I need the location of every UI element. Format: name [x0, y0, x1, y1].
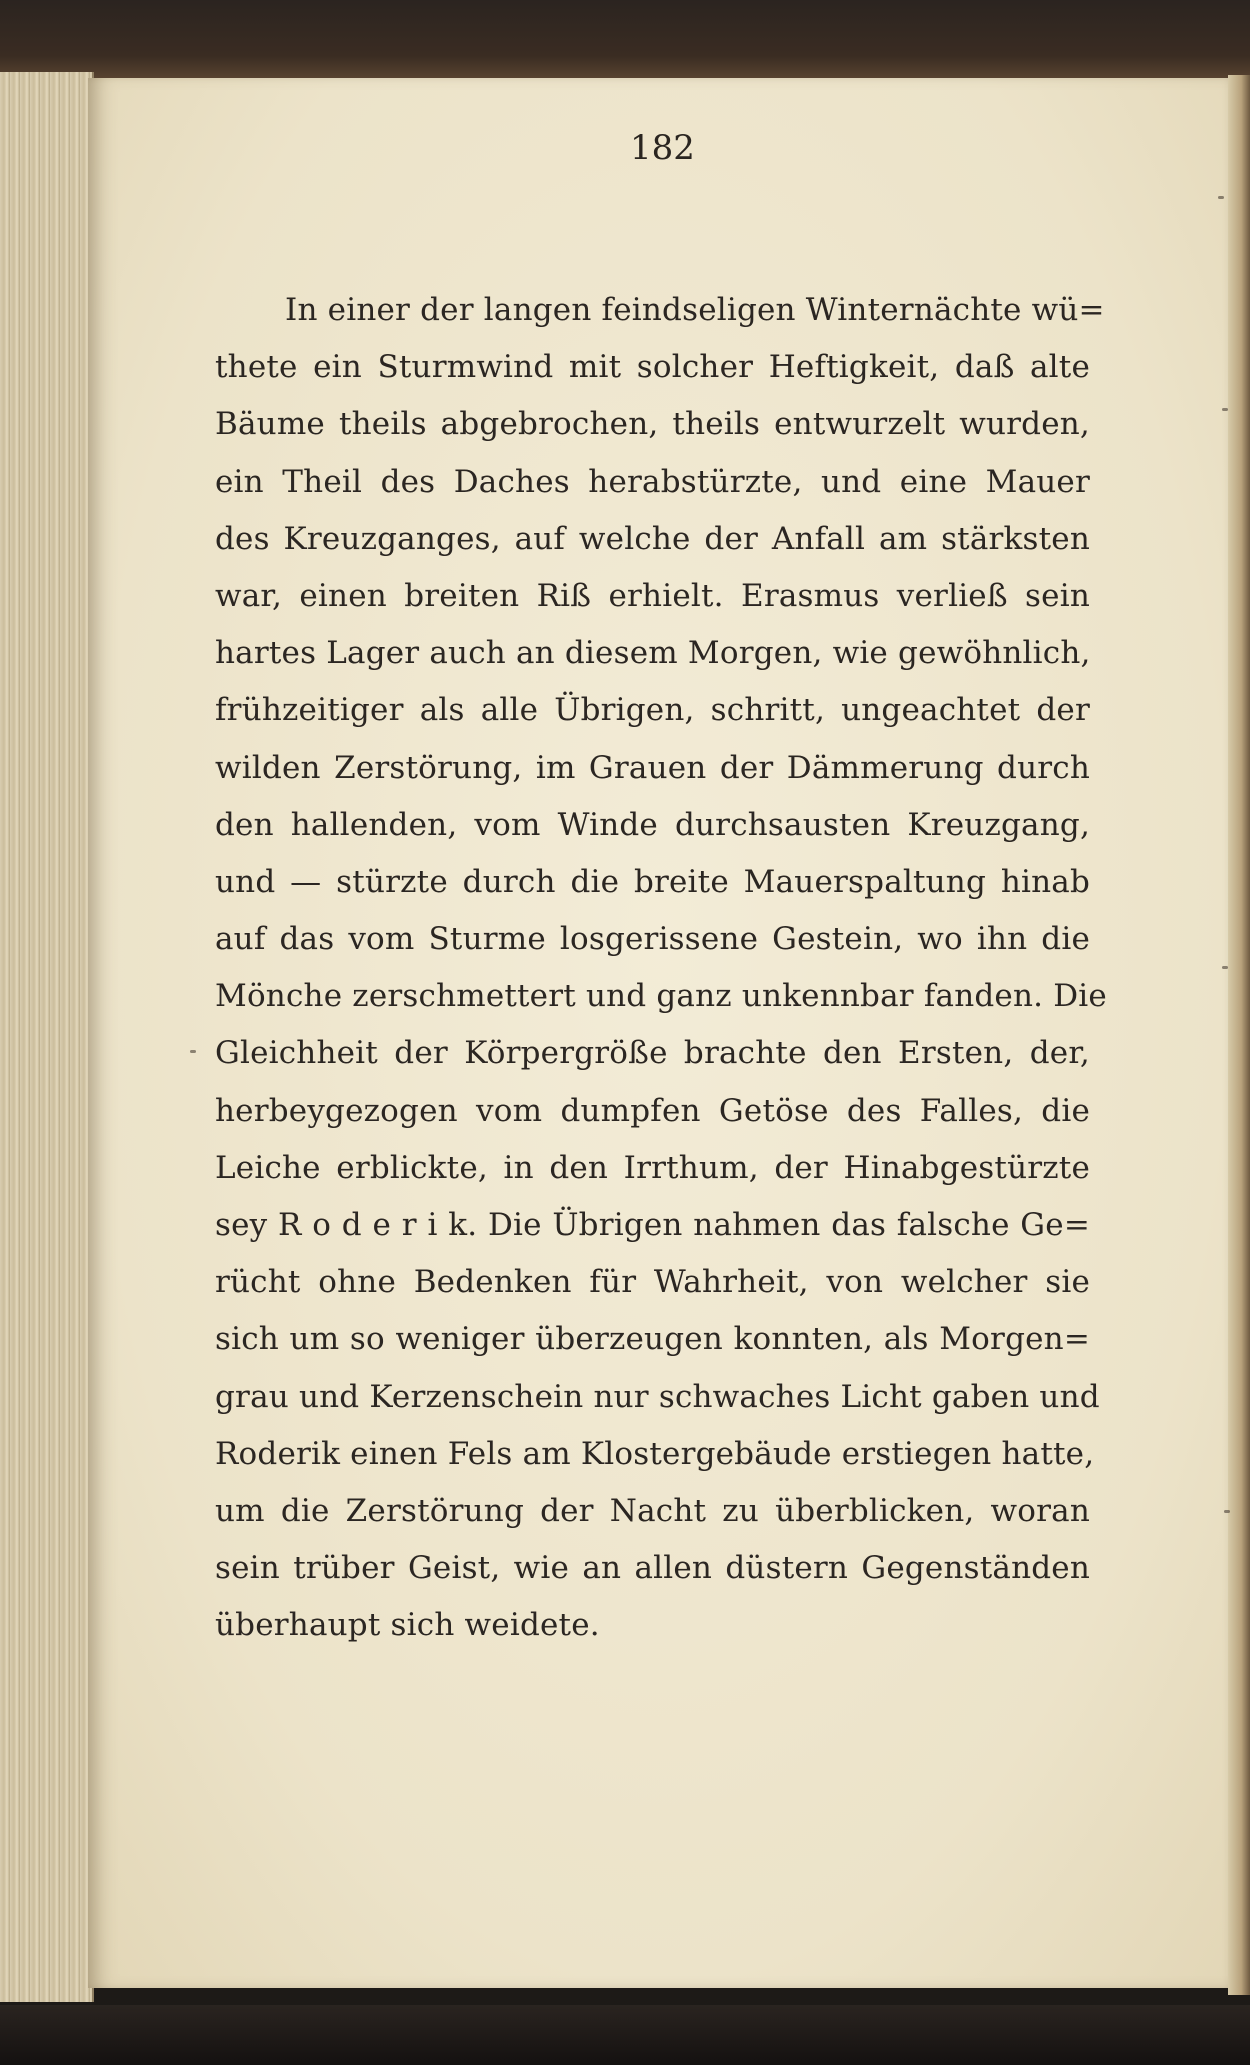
text-line: und — stürzte durch die breite Mauerspaltung hinab: [215, 863, 1090, 900]
text-line: sich um so weniger überzeugen konnten, als Morgen=: [215, 1321, 1090, 1358]
book-cover-top: [0, 0, 1250, 80]
paper-speck: [1224, 1510, 1230, 1513]
paper-speck: [1222, 408, 1228, 411]
text-line: In einer der langen feindseligen Winternächte wü=: [285, 292, 1105, 328]
text-line: überhaupt sich weidete.: [215, 1607, 600, 1644]
text-line: Roderik einen Fels am Klostergebäude erstiegen hatte,: [215, 1435, 1095, 1472]
text-line: hartes Lager auch an diesem Morgen, wie gewöhnlich,: [215, 635, 1091, 672]
text-line: Leiche erblickte, in den Irrthum, der Hinabgestürzte: [215, 1149, 1090, 1186]
text-line: war, einen breiten Riß erhielt. Erasmus verließ sein: [215, 577, 1090, 614]
paper-speck: [1218, 196, 1224, 199]
text-line: auf das vom Sturme losgerissene Gestein, wo ihn die: [215, 921, 1090, 958]
page-number: 182: [630, 128, 695, 168]
book-cover-bottom: [0, 2005, 1250, 2065]
text-line: rücht ohne Bedenken für Wahrheit, von welcher sie: [215, 1264, 1090, 1301]
text-line: wilden Zerstörung, im Grauen der Dämmerung durch: [215, 749, 1090, 786]
text-line: ein Theil des Daches herabstürzte, und eine Mauer: [215, 463, 1090, 500]
text-line: den hallenden, vom Winde durchsausten Kreuzgang,: [215, 806, 1090, 843]
paper-speck: [1222, 966, 1228, 969]
page-stack-edge: [0, 72, 94, 2002]
text-line: des Kreuzganges, auf welche der Anfall am stärksten: [215, 520, 1090, 557]
text-line: Gleichheit der Körpergröße brachte den Ersten, der,: [215, 1035, 1090, 1072]
paper-speck: [190, 1050, 196, 1053]
body-text: [215, 282, 1107, 1655]
text-line: sey R o d e r i k. Die Übrigen nahmen das falsche Ge=: [215, 1207, 1090, 1243]
page-fore-edge: [1228, 75, 1250, 1995]
text-line: grau und Kerzenschein nur schwaches Licht gaben und: [215, 1378, 1100, 1415]
text-line: sein trüber Geist, wie an allen düstern Gegenständen: [215, 1550, 1090, 1587]
text-line: thete ein Sturmwind mit solcher Heftigkeit, daß alte: [215, 349, 1090, 386]
text-line: um die Zerstörung der Nacht zu überblicken, woran: [215, 1492, 1090, 1529]
text-line: herbeygezogen vom dumpfen Getöse des Falles, die: [215, 1092, 1090, 1129]
text-line: Mönche zerschmettert und ganz unkennbar fanden. Die: [215, 978, 1107, 1015]
text-line: Bäume theils abgebrochen, theils entwurzelt wurden,: [215, 406, 1090, 443]
text-line: frühzeitiger als alle Übrigen, schritt, ungeachtet der: [215, 692, 1090, 729]
